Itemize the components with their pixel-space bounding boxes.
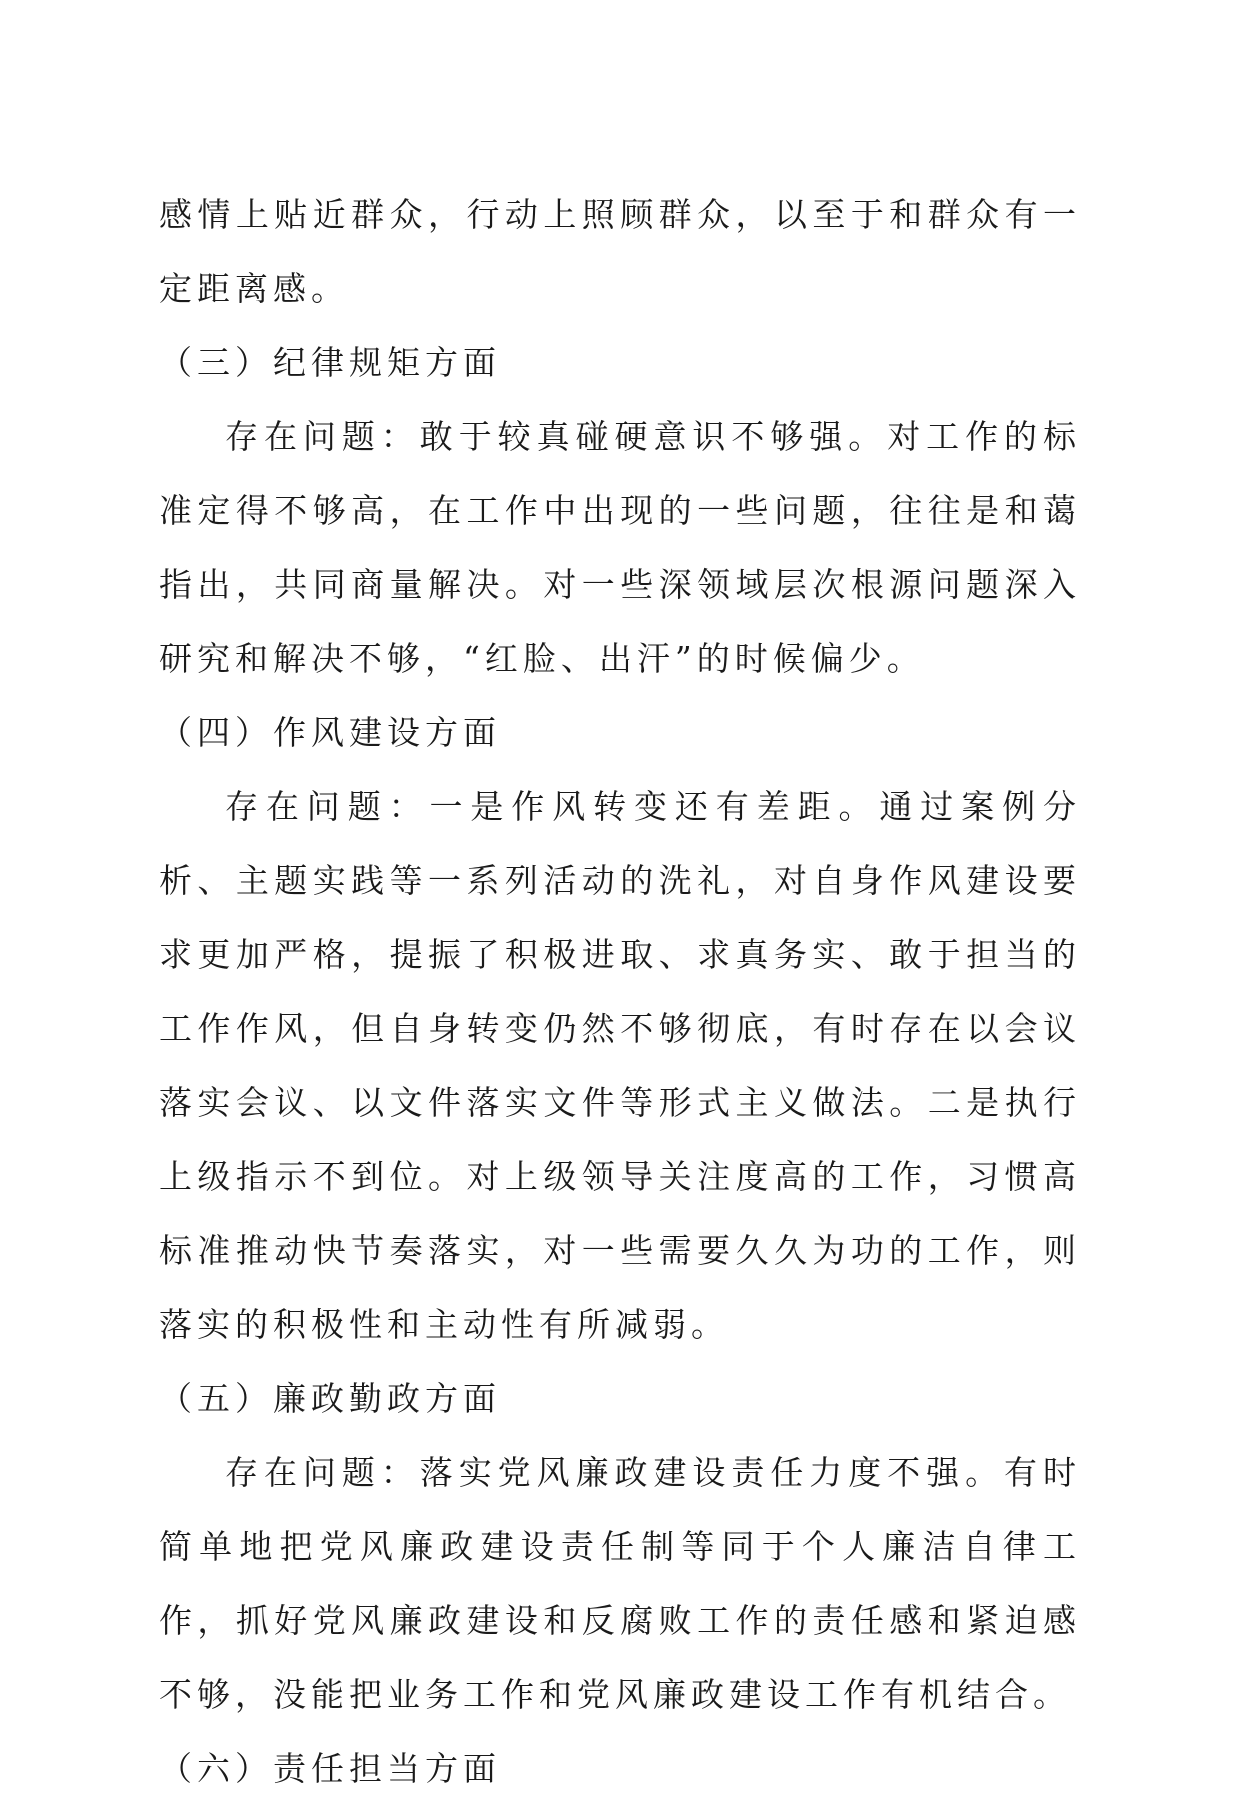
- paragraph-integrity-issues: 存在问题：落实党风廉政建设责任力度不强。有时简单地把党风廉政建设责任制等同于个人廉洁自律工作，抓好党风廉政建设和反腐败工作的责任感和紧迫感不够，没能把业务工作和党风廉政建设工作有机结合。: [159, 1453, 1081, 1714]
- paragraph-work-style-issues: 存在问题：一是作风转变还有差距。通过案例分析、主题实践等一系列活动的洗礼，对自身作风建设要求更加严格，提振了积极进取、求真务实、敢于担当的工作作风，但自身转变仍然不够彻底，有时存在以会议落实会议、以文件落实文件等形式主义做法。二是执行上级指示不到位。对上级领导关注度高的工作，习惯高标准推动快节奏落实，对一些需要久久为功的工作，则落实的积极性和主动性有所减弱。: [159, 787, 1081, 1344]
- section-heading-integrity: （五）廉政勤政方面: [159, 1379, 501, 1418]
- document-body: [159, 178, 1081, 1806]
- section-heading-responsibility: （六）责任担当方面: [159, 1749, 501, 1788]
- section-heading-work-style: （四）作风建设方面: [159, 713, 501, 752]
- paragraph-discipline-issues: 存在问题：敢于较真碰硬意识不够强。对工作的标准定得不够高，在工作中出现的一些问题，往往是和蔼指出，共同商量解决。对一些深领域层次根源问题深入研究和解决不够，“红脸、出汗”的时候偏少。: [159, 417, 1081, 678]
- section-heading-discipline: （三）纪律规矩方面: [159, 343, 501, 382]
- paragraph-continued: 感情上贴近群众，行动上照顾群众，以至于和群众有一定距离感。: [159, 195, 1081, 308]
